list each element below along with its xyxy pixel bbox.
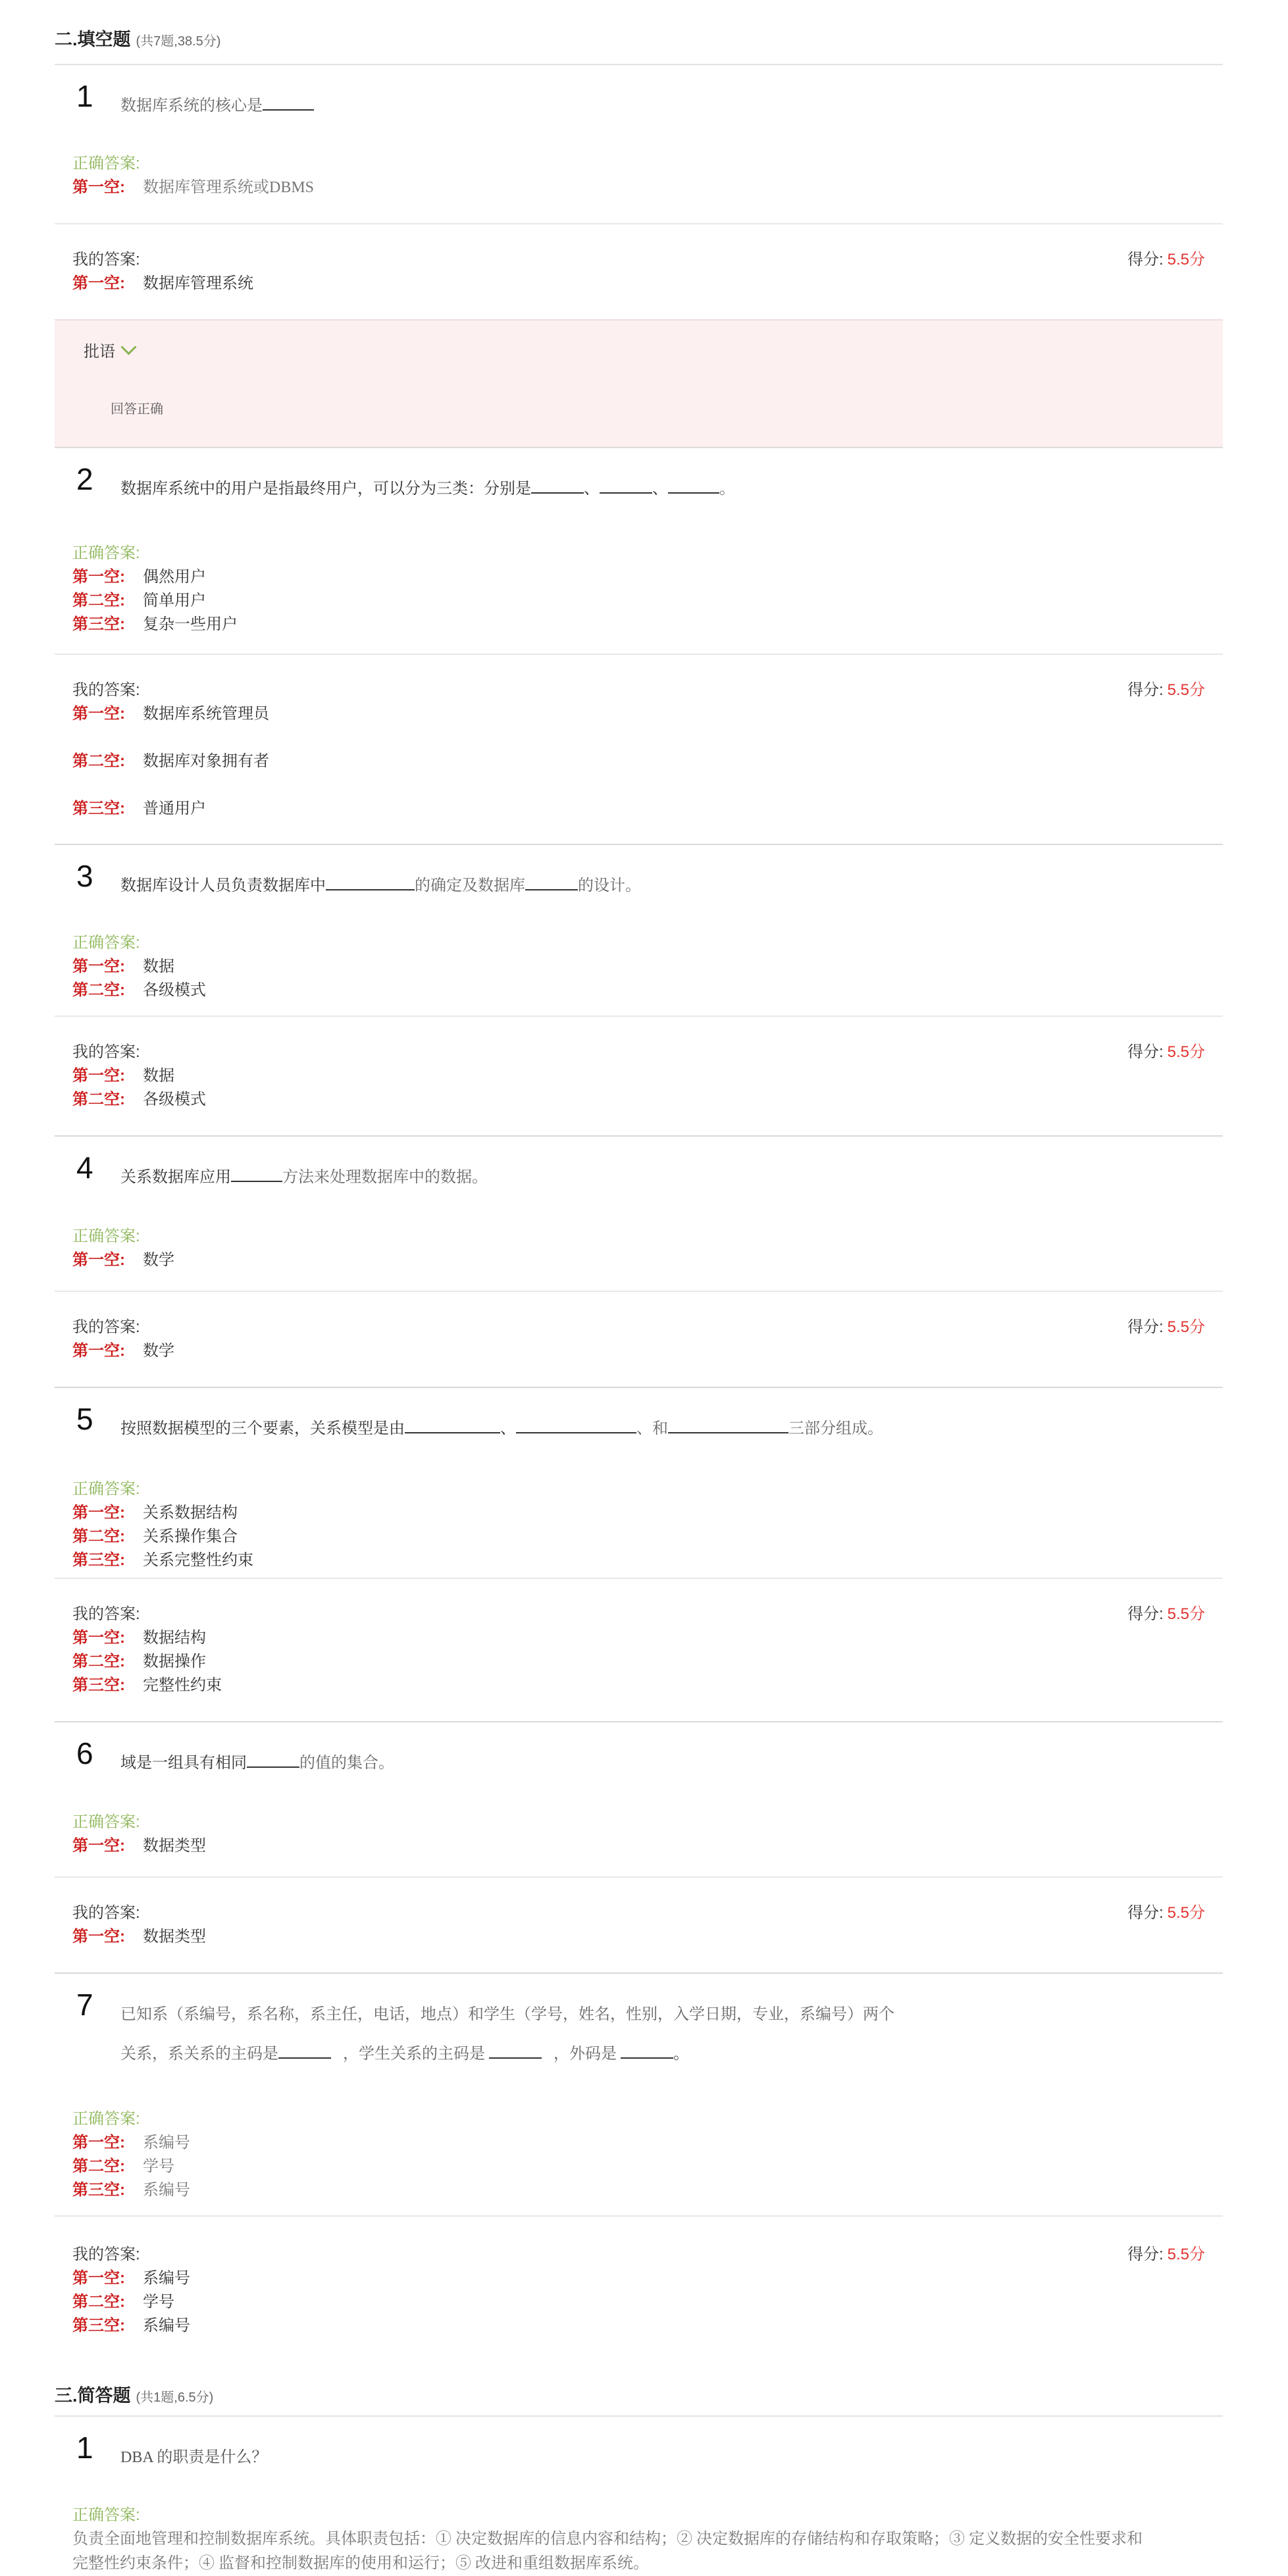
question-text: 数据库系统的核心是 — [120, 86, 314, 126]
answer-row — [72, 1249, 1223, 1272]
my-answer-label: 我的答案: — [72, 1318, 140, 1336]
answer-row — [72, 1549, 1223, 1572]
answer-value: 数据库系统管理员 — [143, 705, 269, 723]
blank — [516, 1418, 636, 1433]
question-4 — [55, 1137, 1223, 1388]
answer-value: 学号 — [143, 2158, 174, 2175]
answer-value: 数据类型 — [143, 1928, 206, 1945]
answer-value: 完整性约束 — [143, 1676, 222, 1694]
answer-value: 关系完整性约束 — [143, 1551, 253, 1569]
answer-value: 简单用户 — [143, 592, 206, 609]
answer-value: 系编号 — [143, 2182, 190, 2199]
answer-value: 数据库对象拥有者 — [143, 752, 269, 770]
answer-row — [72, 1525, 1223, 1549]
score — [1127, 2243, 1205, 2267]
essay-correct-answer: 负责全面地管理和控制数据库系统。具体职责包括：① 决定数据库的信息内容和结构；② 决定数据库的存储结构和存取策略；③ 定义数据的安全性要求和 完整性约束条件；④ 监督和控制数据库的使用和运行；⑤ 改进和重组数据库系统。 — [72, 2531, 1143, 2572]
blank — [621, 2043, 673, 2059]
my-answer-block — [55, 2217, 1223, 2369]
answer-row — [72, 2131, 1223, 2155]
my-answer-block — [55, 1292, 1223, 1387]
section-title-text: 二.填空题 — [55, 30, 131, 49]
blank — [600, 478, 652, 494]
my-answer-label: 我的答案: — [72, 1904, 140, 1922]
blank — [263, 95, 314, 111]
correct-answer-label: 正确答案: — [72, 1227, 140, 1245]
answer-row — [72, 176, 1223, 199]
question-text-part: 方法来处理数据库中的数据。 — [282, 1169, 488, 1186]
answer-value: 关系操作集合 — [143, 1528, 238, 1545]
score — [1127, 1316, 1205, 1339]
score-label: 得分: — [1127, 1318, 1164, 1336]
section-title-row — [55, 2381, 213, 2407]
correct-answer-label: 正确答案: — [72, 155, 140, 172]
blank-slot-label: 第二空: — [72, 1091, 125, 1108]
question-number: 3 — [76, 859, 93, 893]
answer-value: 数据 — [143, 1067, 174, 1085]
my-answer-label: 我的答案: — [72, 251, 140, 269]
answer-row — [72, 1501, 1223, 1525]
answer-row — [72, 272, 1223, 296]
answer-value: 各级模式 — [143, 981, 206, 999]
my-answer-label: 我的答案: — [72, 681, 140, 699]
answer-row — [72, 1650, 1223, 1674]
answer-value: 数据 — [143, 958, 174, 975]
question-header — [55, 1722, 1223, 1811]
question-text-part: 的设计。 — [578, 877, 641, 894]
score-label: 得分: — [1127, 2246, 1164, 2263]
question-text: 关系数据库应用 方法来处理数据库中的数据。 — [120, 1158, 488, 1197]
answer-value: 5.5分 — [1167, 251, 1205, 269]
my-answer-label: 我的答案: — [72, 1605, 140, 1623]
answer-value: 数据库管理系统 — [143, 274, 253, 292]
blank-slot-label: 第一空: — [72, 2269, 125, 2287]
correct-answer-label: 正确答案: — [72, 1480, 140, 1498]
correct-answer-block — [55, 542, 1223, 654]
blank-slot-label: 第二空: — [72, 752, 125, 770]
answer-value: 5.5分 — [1167, 1904, 1205, 1922]
question-3 — [55, 845, 1223, 1137]
section-meta: (共7题,38.5分) — [136, 34, 221, 49]
blank — [668, 1418, 788, 1433]
question-7 — [55, 1974, 1223, 2369]
blank-slot-label: 第一空: — [72, 274, 125, 292]
question-text: 按照数据模型的三个要素，关系模型是由 、 、和 三部分组成。 — [120, 1409, 883, 1449]
question-text: 数据库设计人员负责数据库中 的确定及数据库 的设计。 — [120, 866, 641, 906]
score — [1127, 1901, 1205, 1925]
answer-row — [72, 613, 1223, 636]
question-5 — [55, 1388, 1223, 1722]
question-number: 1 — [76, 2431, 93, 2465]
question-text: 域是一组具有相同 的值的集合。 — [120, 1743, 394, 1783]
blank-slot-label: 第一空: — [72, 705, 125, 723]
blank — [525, 875, 578, 890]
blank-slot-label: 第三空: — [72, 1676, 125, 1694]
blank-slot-label: 第三空: — [72, 800, 125, 817]
answer-value: 系编号 — [143, 2269, 190, 2287]
answer-value: 5.5分 — [1167, 1318, 1205, 1336]
answer-row — [72, 955, 1223, 979]
correct-answer-block — [55, 931, 1223, 1016]
blank-slot-label: 第一空: — [72, 958, 125, 975]
question-2 — [55, 448, 1223, 845]
question-number: 7 — [76, 1988, 93, 2022]
question-1 — [55, 65, 1223, 448]
question-text: 已知系（系编号，系名称，系主任，电话，地点）和学生（学号，姓名，性别，入学日期，专业，系编号）两个 关系，系关系的主码是 ，学生关系的主码是 ，外码是 。 — [120, 2006, 894, 2063]
question-text: DBA 的职责是什么？ — [120, 2449, 268, 2466]
answer-row — [72, 1626, 1223, 1650]
comment-toggle[interactable]: 批语 — [84, 340, 134, 364]
section-meta: (共1题,6.5分) — [136, 2390, 214, 2405]
blank-slot-label: 第二空: — [72, 592, 125, 609]
blank-slot-label: 第三空: — [72, 1551, 125, 1569]
answer-row — [72, 2155, 1223, 2178]
divider — [55, 1870, 1223, 1878]
question-number: 4 — [76, 1150, 93, 1185]
question-number: 1 — [76, 79, 93, 113]
answer-row — [72, 565, 1223, 589]
answer-value: 5.5分 — [1167, 1605, 1205, 1623]
blank-slot-label: 第一空: — [72, 1837, 125, 1855]
question-text-part: 、和 — [636, 1420, 668, 1437]
blank-slot-label: 第二空: — [72, 1653, 125, 1670]
blank — [278, 2043, 331, 2059]
answer-row — [72, 979, 1223, 1002]
score-label: 得分: — [1127, 1605, 1164, 1623]
answer-row — [72, 702, 1223, 726]
question-number: 5 — [76, 1402, 93, 1436]
correct-answer-block — [55, 2504, 1223, 2576]
answer-value: 系编号 — [143, 2134, 190, 2151]
my-answer-block — [55, 1579, 1223, 1721]
answer-value: 关系数据结构 — [143, 1504, 238, 1522]
blank-slot-label: 第一空: — [72, 2134, 125, 2151]
question-header — [55, 1137, 1223, 1225]
question-header — [55, 1388, 1223, 1478]
blank — [231, 1166, 282, 1182]
answer-row — [72, 2314, 1223, 2338]
answer-value: 复杂一些用户 — [143, 615, 238, 633]
question-text-part: 的值的集合。 — [299, 1755, 394, 1772]
answer-row — [72, 1339, 1223, 1363]
divider — [55, 1284, 1223, 1292]
answer-row — [72, 1925, 1223, 1949]
question-header — [55, 2417, 1223, 2504]
my-answer-label: 我的答案: — [72, 2246, 140, 2263]
blank-slot-label: 第三空: — [72, 615, 125, 633]
essay-question-1 — [55, 2417, 1223, 2576]
correct-answer-label: 正确答案: — [72, 1813, 140, 1831]
answer-value: 学号 — [143, 2293, 174, 2311]
question-header — [55, 845, 1223, 931]
correct-answer-label: 正确答案: — [72, 2110, 140, 2128]
blank-slot-label: 第二空: — [72, 2293, 125, 2311]
chevron-down-icon — [120, 339, 136, 355]
question-text-part: 。 — [719, 480, 735, 498]
my-answer-block — [55, 224, 1223, 319]
blank-slot-label: 第一空: — [72, 1629, 125, 1647]
blank — [326, 875, 415, 890]
answer-value: 数学 — [143, 1342, 174, 1360]
blank — [531, 478, 584, 494]
section-title-text: 三.简答题 — [55, 2386, 131, 2406]
answer-row — [72, 750, 1223, 773]
question-text-part: 的确定及数据库 — [415, 877, 525, 894]
blank-slot-label: 第二空: — [72, 2157, 125, 2175]
blank-slot-label: 第一空: — [72, 178, 125, 196]
blank-slot-label: 第一空: — [72, 1504, 125, 1522]
answer-value: 普通用户 — [143, 800, 206, 817]
blank — [247, 1752, 299, 1768]
question-6 — [55, 1722, 1223, 1974]
answer-row — [72, 797, 1223, 821]
question-text-part: 三部分组成。 — [788, 1420, 883, 1437]
answer-value: 系编号 — [143, 2317, 190, 2334]
section-title-row — [55, 25, 220, 51]
exam-review — [55, 0, 1223, 2576]
correct-answer-block — [55, 2107, 1223, 2215]
answer-row — [72, 589, 1223, 613]
blank-slot-label: 第一空: — [72, 1342, 125, 1360]
section-title-fill-in — [55, 0, 1223, 65]
blank-slot-label: 第二空: — [72, 1528, 125, 1545]
correct-answer-label: 正确答案: — [72, 2506, 140, 2524]
answer-row — [72, 2267, 1223, 2290]
section-title-short-answer — [55, 2369, 1223, 2417]
correct-answer-block — [55, 1225, 1223, 1284]
blank — [668, 478, 719, 494]
question-header — [55, 1974, 1223, 2107]
my-answer-block — [55, 1878, 1223, 1972]
blank-slot-label: 第三空: — [72, 2317, 125, 2334]
correct-answer-block — [55, 152, 1223, 211]
blank-slot-label: 第一空: — [72, 1251, 125, 1269]
score — [1127, 679, 1205, 702]
score-label: 得分: — [1127, 1904, 1164, 1922]
blank-slot-label: 第二空: — [72, 981, 125, 999]
my-answer-block — [55, 1017, 1223, 1135]
score-label: 得分: — [1127, 1043, 1164, 1061]
answer-value: 数据类型 — [143, 1837, 206, 1855]
answer-value: 数据库管理系统或DBMS — [143, 179, 315, 196]
correct-answer-block — [55, 1478, 1223, 1578]
answer-row — [72, 1088, 1223, 1112]
blank-slot-label: 第一空: — [72, 1928, 125, 1945]
answer-value: 各级模式 — [143, 1091, 206, 1108]
answer-row — [72, 1834, 1223, 1858]
my-answer-block — [55, 655, 1223, 844]
score — [1127, 1603, 1205, 1626]
question-text: 数据库系统中的用户是指最终用户，可以分为三类：分别是 、 、 。 — [120, 469, 735, 509]
answer-value: 5.5分 — [1167, 1043, 1205, 1061]
blank-slot-label: 第三空: — [72, 2181, 125, 2199]
answer-value: 5.5分 — [1167, 2246, 1205, 2263]
score-label: 得分: — [1127, 681, 1164, 699]
score — [1127, 248, 1205, 272]
answer-value: 数学 — [143, 1251, 174, 1269]
correct-answer-label: 正确答案: — [72, 934, 140, 952]
answer-row — [72, 2178, 1223, 2202]
answer-value: 5.5分 — [1167, 681, 1205, 699]
blank — [489, 2043, 542, 2059]
answer-value: 数据结构 — [143, 1629, 206, 1647]
answer-row — [72, 1064, 1223, 1088]
answer-row — [72, 2290, 1223, 2314]
my-answer-label: 我的答案: — [72, 1043, 140, 1061]
question-number: 6 — [76, 1736, 93, 1770]
correct-answer-label: 正确答案: — [72, 544, 140, 562]
divider — [55, 211, 1223, 224]
blank — [405, 1418, 500, 1433]
comment-panel — [55, 319, 1223, 448]
question-header — [55, 448, 1223, 542]
answer-value: 数据操作 — [143, 1653, 206, 1670]
question-number: 2 — [76, 462, 93, 496]
score-label: 得分: — [1127, 251, 1164, 269]
question-header — [55, 65, 1223, 152]
correct-answer-block — [55, 1811, 1223, 1870]
answer-row — [72, 1674, 1223, 1697]
answer-value: 偶然用户 — [143, 568, 206, 586]
blank-slot-label: 第一空: — [72, 568, 125, 586]
score — [1127, 1041, 1205, 1064]
comment-text: 回答正确 — [111, 402, 163, 417]
blank-slot-label: 第一空: — [72, 1067, 125, 1085]
